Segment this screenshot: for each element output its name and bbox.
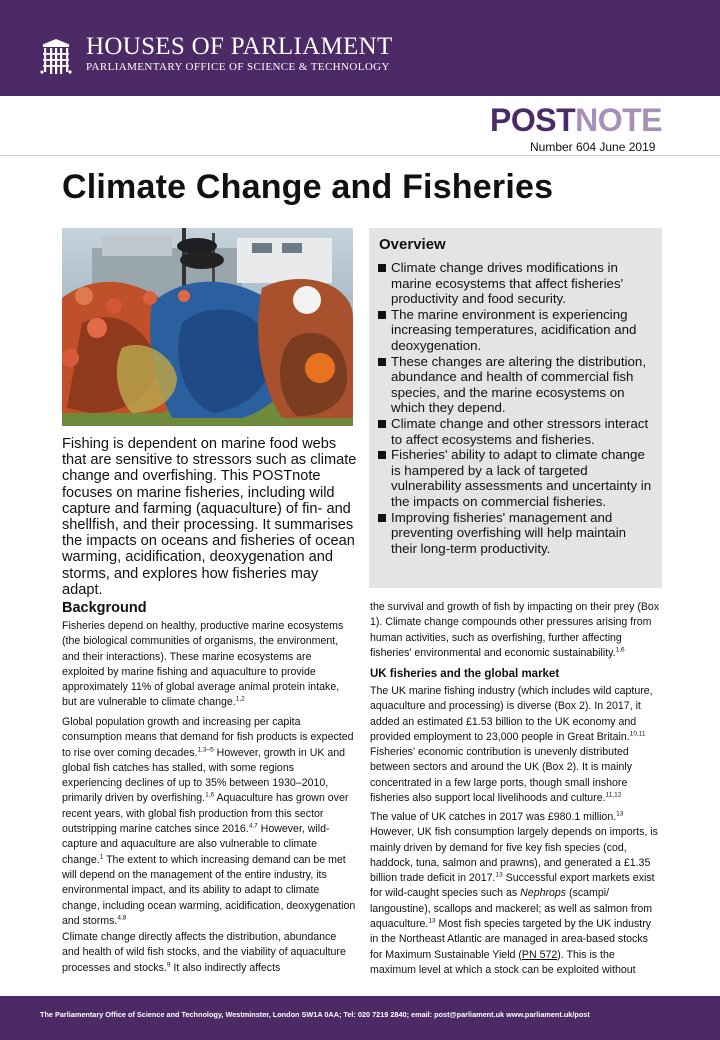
org-subtitle: PARLIAMENTARY OFFICE OF SCIENCE & TECHNOLOGY <box>86 61 390 73</box>
text-run: Climate change directly affects the distribution, abundance and health of wild fish stocks, and the viability of aquaculture processes and stocks. <box>62 931 346 974</box>
square-bullet-icon <box>378 358 386 366</box>
uk-fisheries-paragraph-1 <box>370 684 662 806</box>
lead-paragraph: Fishing is dependent on marine food webs that are sensitive to stressors such as climate change and overfishing. This POSTnote focuses on marine fisheries, including wild capture and farming (aquaculture) of fin- and shellfish, and their processing. It summarises the impacts on oceans and fisheries of ocean warming, acidification, deoxygenation and storms, and explores how fisheries may adapt. <box>62 436 357 598</box>
fishing-nets-photo <box>62 228 353 426</box>
postnote-brand-post: POST <box>490 102 576 138</box>
overview-title: Overview <box>379 236 446 253</box>
text-run: The value of UK catches in 2017 was £980.1 million. <box>370 811 617 823</box>
background-paragraph-3 <box>62 930 356 976</box>
footnote-ref: 9 <box>166 961 171 969</box>
square-bullet-icon <box>378 514 386 522</box>
footer-banner <box>0 996 720 1040</box>
header-divider <box>0 155 720 156</box>
note-number: Number 604 June 2019 <box>530 140 656 154</box>
footer-contact: The Parliamentary Office of Science and Technology, Westminster, London SW1A 0AA; Tel: 020 7219 2840; email: post@parliament.uk www.parliament.uk/post <box>40 1010 590 1019</box>
overview-item-text: The marine environment is experiencing increasing temperatures, acidification and deoxygenation. <box>391 306 637 353</box>
text-run: Aquaculture has grown over recent years, with global fish production from this sector outstripping marine catches since 2016. <box>62 792 349 836</box>
text-run: the survival and growth of fish by impacting on their prey (Box 1). Climate change compounds other pressures arising from human activities, such as overfishing, further affecting fisheries' environmental and economic sustainability. <box>370 601 660 659</box>
background-paragraph-2 <box>62 715 356 929</box>
square-bullet-icon <box>378 451 386 459</box>
text-run: However, growth in UK and global fish catches has stalled, with some regions experiencing declines of up to 35% between 1930–2010, primarily driven by overfishing. <box>62 746 346 805</box>
footnote-ref: 10,11 <box>629 730 646 738</box>
overview-list <box>377 260 655 556</box>
footnote-ref: 1,2 <box>235 695 245 703</box>
page-title: Climate Change and Fisheries <box>62 168 554 206</box>
text-run: The extent to which increasing demand can be met will depend on the management of the entire industry, its environmental impact, and its ability to adapt to climate change, including ocean warming, acidification, deoxygenation and storms. <box>62 853 356 927</box>
text-run: Fisheries depend on healthy, productive marine ecosystems (the biological communities of organisms, the environment, and their interactions). These marine ecosystems are exploited by marine fishing and aquaculture to provide approximately 11% of global average animal protein intake, but are vulnerable to climate change. <box>62 620 344 709</box>
pn572-link[interactable]: PN 572 <box>521 948 558 961</box>
text-run: Successful export markets exist for wild-caught species such as <box>370 872 655 900</box>
text-run: The UK marine fishing industry (which includes wild capture, aquaculture and processing) is diverse (Box 2). In 2017, it added an estimated £1.53 billion to the UK economy and provided employment to 23,000 people in Great Britain. <box>370 685 653 743</box>
uk-fisheries-heading: UK fisheries and the global market <box>370 668 560 680</box>
list-item <box>377 307 655 354</box>
overview-item-text: Fisheries' ability to adapt to climate change is hampered by a lack of targeted vulnerability assessments and uncertainty in the impacts on commercial fisheries. <box>391 447 652 509</box>
footnote-ref: 1,6 <box>205 791 215 799</box>
overview-item-text: Improving fisheries' management and preventing overfishing will help maintain their long-term productivity. <box>391 509 627 556</box>
footnote-ref: 4,8 <box>117 914 127 922</box>
text-run: However, wild-capture and aquaculture are also vulnerable to climate change. <box>62 823 330 866</box>
text-run: However, UK fish consumption largely depends on imports, is mainly driven by demand for five key fish species (cod, haddock, tuna, salmon and prawns), and generated a £1.35 billion trade deficit in 2017. <box>370 826 658 885</box>
footnote-ref: 13 <box>495 871 503 879</box>
footnote-ref: 13 <box>428 917 436 925</box>
portcullis-icon <box>40 36 72 76</box>
text-run: (scampi/ langoustine), scallops and mackerel; as well as salmon from aquaculture. <box>370 887 653 931</box>
list-item <box>377 416 655 447</box>
overview-box <box>369 228 662 588</box>
square-bullet-icon <box>378 311 386 319</box>
list-item <box>377 447 655 509</box>
text-run: Fisheries' economic contribution is unevenly distributed between sectors and around the UK (Box 2). It is mainly concentrated in a few large ports, though small inshore fisheries also support local livelihoods and culture. <box>370 746 633 805</box>
footnote-ref: 4,7 <box>248 822 258 830</box>
footnote-ref: 11,12 <box>605 791 622 799</box>
overview-item-text: Climate change drives modifications in marine ecosystems that affect fisheries' productivity and food security. <box>391 260 624 307</box>
text-run: It also indirectly affects <box>170 961 281 974</box>
postnote-brand-note: NOTE <box>575 102 663 138</box>
overview-item-text: Climate change and other stressors interact to affect ecosystems and fisheries. <box>391 415 649 447</box>
org-name: HOUSES OF PARLIAMENT <box>86 33 393 60</box>
footnote-ref: 13 <box>616 810 624 818</box>
footnote-ref: 1 <box>99 853 104 861</box>
list-item <box>377 260 655 307</box>
text-run: Most fish species targeted by the UK industry in the Northeast Atlantic are managed in area-based stocks for Maximum Sustainable Yield ( <box>370 918 652 961</box>
square-bullet-icon <box>378 420 386 428</box>
background-paragraph-1 <box>62 619 356 711</box>
header-banner <box>0 0 720 96</box>
uk-fisheries-paragraph-2 <box>370 810 662 978</box>
postnote-brand <box>490 100 662 140</box>
list-item <box>377 354 655 416</box>
text-run: ). This is the maximum level at which a stock can be exploited without <box>370 948 636 976</box>
overview-item-text: These changes are altering the distribution, abundance and health of commercial fish species, and the marine ecosystems on which they depend. <box>391 353 647 416</box>
footnote-ref: 1,6 <box>615 646 625 654</box>
background-heading: Background <box>62 600 147 616</box>
footnote-ref: 1,3–5 <box>197 746 214 754</box>
species-name: Nephrops <box>520 887 567 900</box>
continued-paragraph <box>370 600 662 661</box>
list-item <box>377 510 655 557</box>
square-bullet-icon <box>378 264 386 272</box>
text-run: Global population growth and increasing per capita consumption means that demand for fish products is expected to rise over coming decades. <box>62 716 354 759</box>
